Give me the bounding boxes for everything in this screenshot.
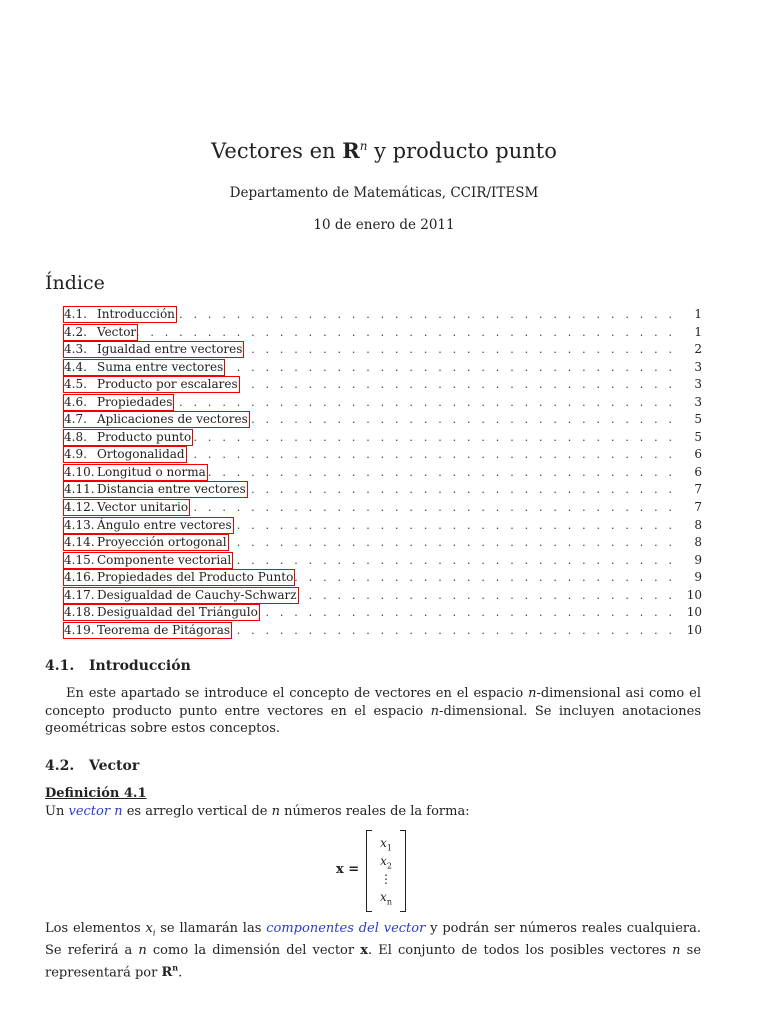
- toc-number: 4.7.: [64, 412, 87, 427]
- components-paragraph: [45, 920, 701, 981]
- comp-R-sup: n: [172, 962, 179, 973]
- toc-link[interactable]: [64, 342, 243, 357]
- toc-link[interactable]: [64, 430, 192, 445]
- definition-text: [45, 803, 701, 821]
- comp-n2: n: [672, 943, 681, 959]
- def-text-b: es arreglo vertical de: [126, 804, 268, 819]
- intro-paragraph: [45, 685, 701, 738]
- toc-number: 4.11.: [64, 482, 95, 497]
- toc-row: [64, 359, 702, 377]
- toc-label: Desigualdad de Cauchy-Schwarz: [97, 587, 297, 602]
- toc-row: [64, 552, 702, 570]
- comp-text-end: .: [178, 964, 183, 980]
- toc-link[interactable]: [64, 307, 176, 322]
- toc-label: Introducción: [97, 307, 175, 321]
- toc-link[interactable]: [64, 605, 259, 620]
- toc-row: [64, 324, 702, 342]
- toc-number: 4.1.: [64, 307, 87, 321]
- toc-label: Proyección ortogonal: [97, 535, 227, 550]
- section-number: 4.1.: [45, 658, 75, 674]
- toc-page-number: 10: [684, 622, 702, 640]
- comp-xi: [146, 921, 156, 936]
- toc-row: [64, 517, 702, 535]
- comp-R: R: [161, 964, 173, 980]
- toc-row: [64, 429, 702, 447]
- toc-link[interactable]: [64, 518, 233, 533]
- toc-label: Distancia entre vectores: [97, 482, 246, 497]
- toc-number: 4.17.: [64, 587, 95, 602]
- def-n: n: [271, 804, 281, 819]
- date-line: 10 de enero de 2011: [313, 217, 455, 233]
- toc-number: 4.8.: [64, 429, 87, 444]
- toc-page-number: 7: [691, 499, 702, 517]
- toc-row: [64, 569, 702, 587]
- toc-link[interactable]: [64, 465, 207, 480]
- toc-label: Teorema de Pitágoras: [97, 622, 231, 637]
- matrix-entry: $x_n$: [380, 890, 392, 907]
- comp-xi-x: x: [145, 921, 153, 936]
- toc-row: [64, 376, 702, 394]
- toc-page-number: 3: [691, 394, 702, 412]
- vector-n-link[interactable]: vector n: [68, 804, 123, 819]
- toc-page-number: 9: [691, 569, 702, 587]
- toc-row: [64, 306, 702, 324]
- matrix-lhs: x =: [336, 862, 360, 877]
- comp-text-e: . El conjunto de todos los posibles vectores: [367, 943, 667, 959]
- toc-number: 4.4.: [64, 359, 87, 374]
- right-bracket: [400, 830, 406, 912]
- toc-number: 4.13.: [64, 517, 95, 532]
- toc-number: 4.10.: [64, 464, 95, 479]
- toc-link[interactable]: [64, 395, 173, 410]
- document-title: [0, 138, 768, 163]
- section-number: 4.2.: [45, 758, 75, 774]
- def-text-a: Un: [45, 804, 65, 819]
- toc-number: 4.16.: [64, 570, 95, 585]
- toc-page-number: 3: [691, 376, 702, 394]
- toc-page-number: 2: [691, 341, 702, 359]
- toc-link[interactable]: [64, 325, 137, 340]
- comp-text-f: se representará por: [45, 943, 702, 980]
- toc-number: 4.18.: [64, 605, 95, 620]
- title-rn: R: [342, 138, 360, 163]
- toc-number: 4.5.: [64, 377, 87, 392]
- section-heading-vector: [45, 758, 139, 774]
- comp-n: n: [138, 943, 147, 959]
- toc-page-number: 3: [691, 359, 702, 377]
- toc-link[interactable]: [64, 360, 224, 375]
- toc-page-number: 1: [691, 306, 702, 324]
- toc-label: Ángulo entre vectores: [97, 517, 232, 532]
- toc-page-number: 7: [691, 481, 702, 499]
- toc-page-number: 5: [691, 429, 702, 447]
- toc-row: [64, 394, 702, 412]
- toc-number: 4.19.: [64, 622, 95, 637]
- intro-text-3: -dimensional. Se incluyen anotaciones geométricas sobre estos conceptos.: [45, 703, 701, 736]
- toc-row: [64, 411, 702, 429]
- toc-link[interactable]: [64, 482, 247, 497]
- definition-title: Definición 4.1: [45, 786, 147, 801]
- toc-label: Ortogonalidad: [97, 447, 185, 462]
- section-heading-introduccion: [45, 658, 191, 674]
- comp-text-a: Los elementos: [45, 921, 141, 936]
- section-title: Vector: [89, 758, 140, 774]
- toc-page-number: 6: [691, 446, 702, 464]
- toc-row: [64, 587, 702, 605]
- comp-xi-sub: i: [152, 928, 156, 938]
- toc-row: [64, 622, 702, 640]
- intro-n-1: n: [528, 686, 537, 701]
- toc-link[interactable]: [64, 412, 249, 427]
- toc-label: Propiedades del Producto Punto: [97, 570, 294, 585]
- toc-label: Longitud o norma: [97, 464, 206, 479]
- toc-number: 4.9.: [64, 447, 87, 462]
- toc-page-number: 10: [684, 604, 702, 622]
- toc-page-number: 5: [691, 411, 702, 429]
- toc-number: 4.12.: [64, 500, 95, 515]
- toc-row: [64, 341, 702, 359]
- toc-label: Desigualdad del Triángulo: [97, 605, 258, 620]
- toc-heading: Índice: [45, 272, 105, 294]
- toc-label: Producto punto: [97, 429, 192, 444]
- toc-label: Componente vectorial: [97, 552, 232, 567]
- toc-row: [64, 464, 702, 482]
- toc-row: [64, 446, 702, 464]
- toc-number: 4.6.: [64, 394, 87, 409]
- matrix-entry: ⋮: [380, 872, 392, 886]
- vector-matrix: [336, 830, 416, 910]
- toc-link[interactable]: [64, 623, 231, 638]
- matrix-entry: $x_2$: [380, 854, 392, 871]
- matrix-entries: [372, 834, 400, 906]
- def-text-c: números reales de la forma:: [284, 804, 470, 819]
- toc-leader-dots: [64, 324, 676, 342]
- toc-row: [64, 481, 702, 499]
- toc-label: Suma entre vectores: [97, 359, 224, 374]
- toc-label: Igualdad entre vectores: [97, 342, 243, 357]
- toc-link[interactable]: [64, 588, 298, 603]
- toc-row: [64, 499, 702, 517]
- componentes-link[interactable]: componentes del vector: [266, 921, 426, 936]
- toc-label: Vector unitario: [97, 500, 189, 515]
- title-text: Vectores en: [211, 139, 336, 163]
- toc-label: Propiedades: [97, 394, 173, 409]
- table-of-contents: [64, 306, 702, 639]
- toc-number: 4.15.: [64, 552, 95, 567]
- toc-page-number: 9: [691, 552, 702, 570]
- toc-label: Producto por escalares: [97, 377, 238, 392]
- comp-text-b: se llamarán las: [160, 921, 262, 936]
- comp-Rn: [161, 962, 179, 980]
- toc-label: Vector: [97, 324, 137, 339]
- title-superscript: n: [359, 139, 368, 153]
- toc-page-number: 8: [691, 534, 702, 552]
- toc-page-number: 6: [691, 464, 702, 482]
- toc-number: 4.14.: [64, 535, 95, 550]
- author-line: Departamento de Matemáticas, CCIR/ITESM: [229, 185, 539, 201]
- toc-row: [64, 534, 702, 552]
- toc-page-number: 1: [691, 324, 702, 342]
- toc-link[interactable]: [64, 570, 294, 585]
- comp-text-d: como la dimensión del vector: [152, 943, 355, 959]
- toc-link[interactable]: [64, 377, 239, 392]
- section-title: Introducción: [89, 658, 191, 674]
- matrix-entry: $x_1$: [380, 836, 392, 853]
- comp-x: x: [360, 943, 368, 959]
- toc-number: 4.2.: [64, 324, 87, 339]
- toc-link[interactable]: [64, 535, 228, 550]
- toc-link[interactable]: [64, 553, 232, 568]
- intro-n-2: n: [430, 703, 440, 719]
- toc-number: 4.3.: [64, 342, 87, 357]
- toc-page-number: 8: [691, 517, 702, 535]
- toc-row: [64, 604, 702, 622]
- title-text-rest: y producto punto: [374, 139, 557, 163]
- toc-label: Aplicaciones de vectores: [97, 412, 248, 427]
- comp-text-c: y podrán ser números reales cualquiera. Se referirá a: [45, 921, 701, 959]
- toc-page-number: 10: [684, 587, 702, 605]
- toc-link[interactable]: [64, 500, 189, 515]
- toc-link[interactable]: [64, 447, 186, 462]
- intro-text-1: En este apartado se introduce el concepto de vectores en el espacio: [66, 686, 524, 701]
- intro-text-2: -dimensional asi como el concepto producto punto entre vectores en el espacio: [45, 686, 701, 719]
